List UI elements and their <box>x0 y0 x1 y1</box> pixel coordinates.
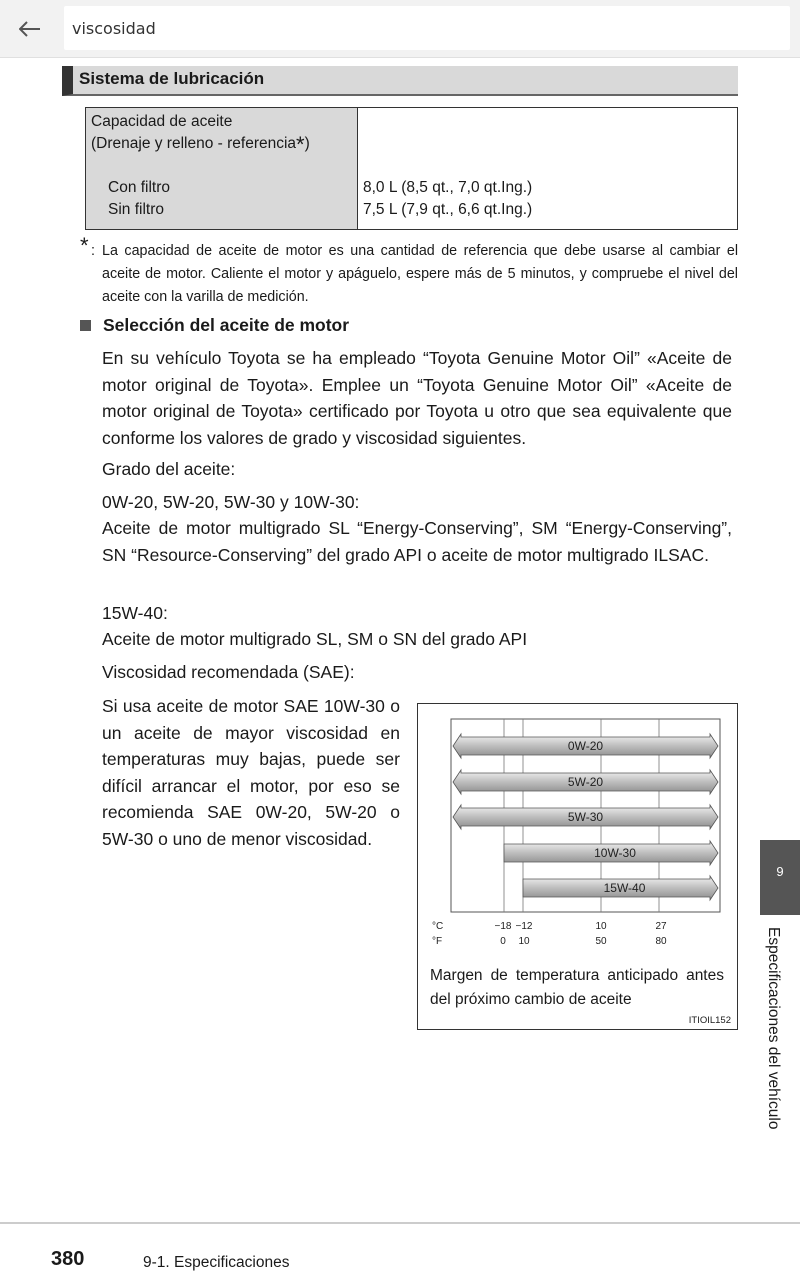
grade2-text: Aceite de motor multigrado SL, SM o SN del grado API <box>102 629 528 649</box>
tick-f-2: 50 <box>595 936 607 947</box>
range-label-5W-20: 5W-20 <box>567 775 604 789</box>
top-bar <box>0 0 800 58</box>
grade-label: Grado del aceite: <box>102 459 236 479</box>
row-label-con-filtro: Con filtro <box>108 179 171 196</box>
chapter-tab[interactable] <box>760 840 800 915</box>
axis-unit-fahrenheit: °F <box>432 936 443 947</box>
capacity-table <box>85 107 738 230</box>
viscosity-chart <box>417 703 738 1030</box>
tick-c-3: 27 <box>655 921 667 932</box>
viscosity-label: Viscosidad recomendada (SAE): <box>102 662 355 682</box>
oil-selection-heading: Selección del aceite de motor <box>80 315 349 336</box>
chapter-label: Especificaciones del vehículo <box>765 927 782 1130</box>
tick-c-2: 10 <box>595 921 607 932</box>
search-input[interactable] <box>64 6 790 50</box>
square-bullet-icon <box>80 320 91 331</box>
section-header <box>62 66 738 96</box>
row-value-sin-filtro: 7,5 L (7,9 qt., 6,6 qt.Ing.) <box>363 201 533 218</box>
grade1-title: 0W-20, 5W-20, 5W-30 y 10W-30: <box>102 492 360 512</box>
section-title: Sistema de lubricación <box>79 69 265 88</box>
range-label-15W-40: 15W-40 <box>603 881 646 895</box>
search-box[interactable] <box>64 6 790 50</box>
chapter-number: 9 <box>776 864 784 879</box>
range-label-5W-30: 5W-30 <box>567 810 604 824</box>
tick-f-1: 10 <box>518 936 530 947</box>
grade1-text: Aceite de motor multigrado SL “Energy-Conserving”, SM “Energy-Conserving”, SN “Resource-Conserving” del grado API o aceite de motor multigrado ILSAC. <box>102 518 732 565</box>
footnote-text: La capacidad de aceite de motor es una cantidad de referencia que debe usarse al cambiar el aceite de motor. Caliente el motor y apáguelo, espere más de 5 minutos, y compruebe el nivel del aceite con la varilla de medición. <box>102 243 738 305</box>
intro-paragraph: En su vehículo Toyota se ha empleado “Toyota Genuine Motor Oil” «Aceite de motor original de Toyota». Emplee un “Toyota Genuine Motor Oil” «Aceite de motor original de Toyota» certificado por Toyota u otro que sea equivalente que conforme los valores de grado y viscosidad siguientes. <box>102 348 732 448</box>
back-button[interactable] <box>12 12 48 46</box>
range-label-0W-20: 0W-20 <box>567 739 604 753</box>
tick-c-0: −18 <box>494 921 512 932</box>
viscosity-chart-svg <box>418 704 737 954</box>
capacity-value-cell <box>359 108 737 229</box>
tick-f-0: 0 <box>500 936 506 947</box>
footnote-star: * <box>296 132 305 157</box>
arrow-left-icon <box>19 21 41 37</box>
axis-unit-celsius: °C <box>432 921 444 932</box>
row-value-con-filtro: 8,0 L (8,5 qt., 7,0 qt.Ing.) <box>363 179 533 196</box>
tick-c-1: −12 <box>515 921 533 932</box>
grade2-title: 15W-40: <box>102 603 168 623</box>
chart-caption: Margen de temperatura anticipado antes del próximo cambio de aceite <box>430 967 724 1008</box>
footer-divider <box>0 1222 800 1224</box>
range-label-10W-30: 10W-30 <box>594 846 636 860</box>
footer-section: 9-1. Especificaciones <box>143 1254 290 1271</box>
capacity-label-line2: (Drenaje y relleno - referencia*) <box>91 132 310 157</box>
tick-f-3: 80 <box>655 936 667 947</box>
capacity-label-cell <box>86 108 358 229</box>
cold-start-note: Si usa aceite de motor SAE 10W-30 o un aceite de mayor viscosidad en temperaturas muy bajas, puede ser difícil arrancar el motor, por eso se recomienda SAE 0W-20, 5W-20 o 5W-30 o uno de menor viscosidad. <box>102 696 400 849</box>
figure-code: ITIOIL152 <box>688 1015 731 1026</box>
footnote-marker: * <box>80 233 89 258</box>
capacity-label-line1: Capacidad de aceite <box>91 113 233 130</box>
row-label-sin-filtro: Sin filtro <box>108 201 164 218</box>
page-number: 380 <box>51 1248 85 1270</box>
